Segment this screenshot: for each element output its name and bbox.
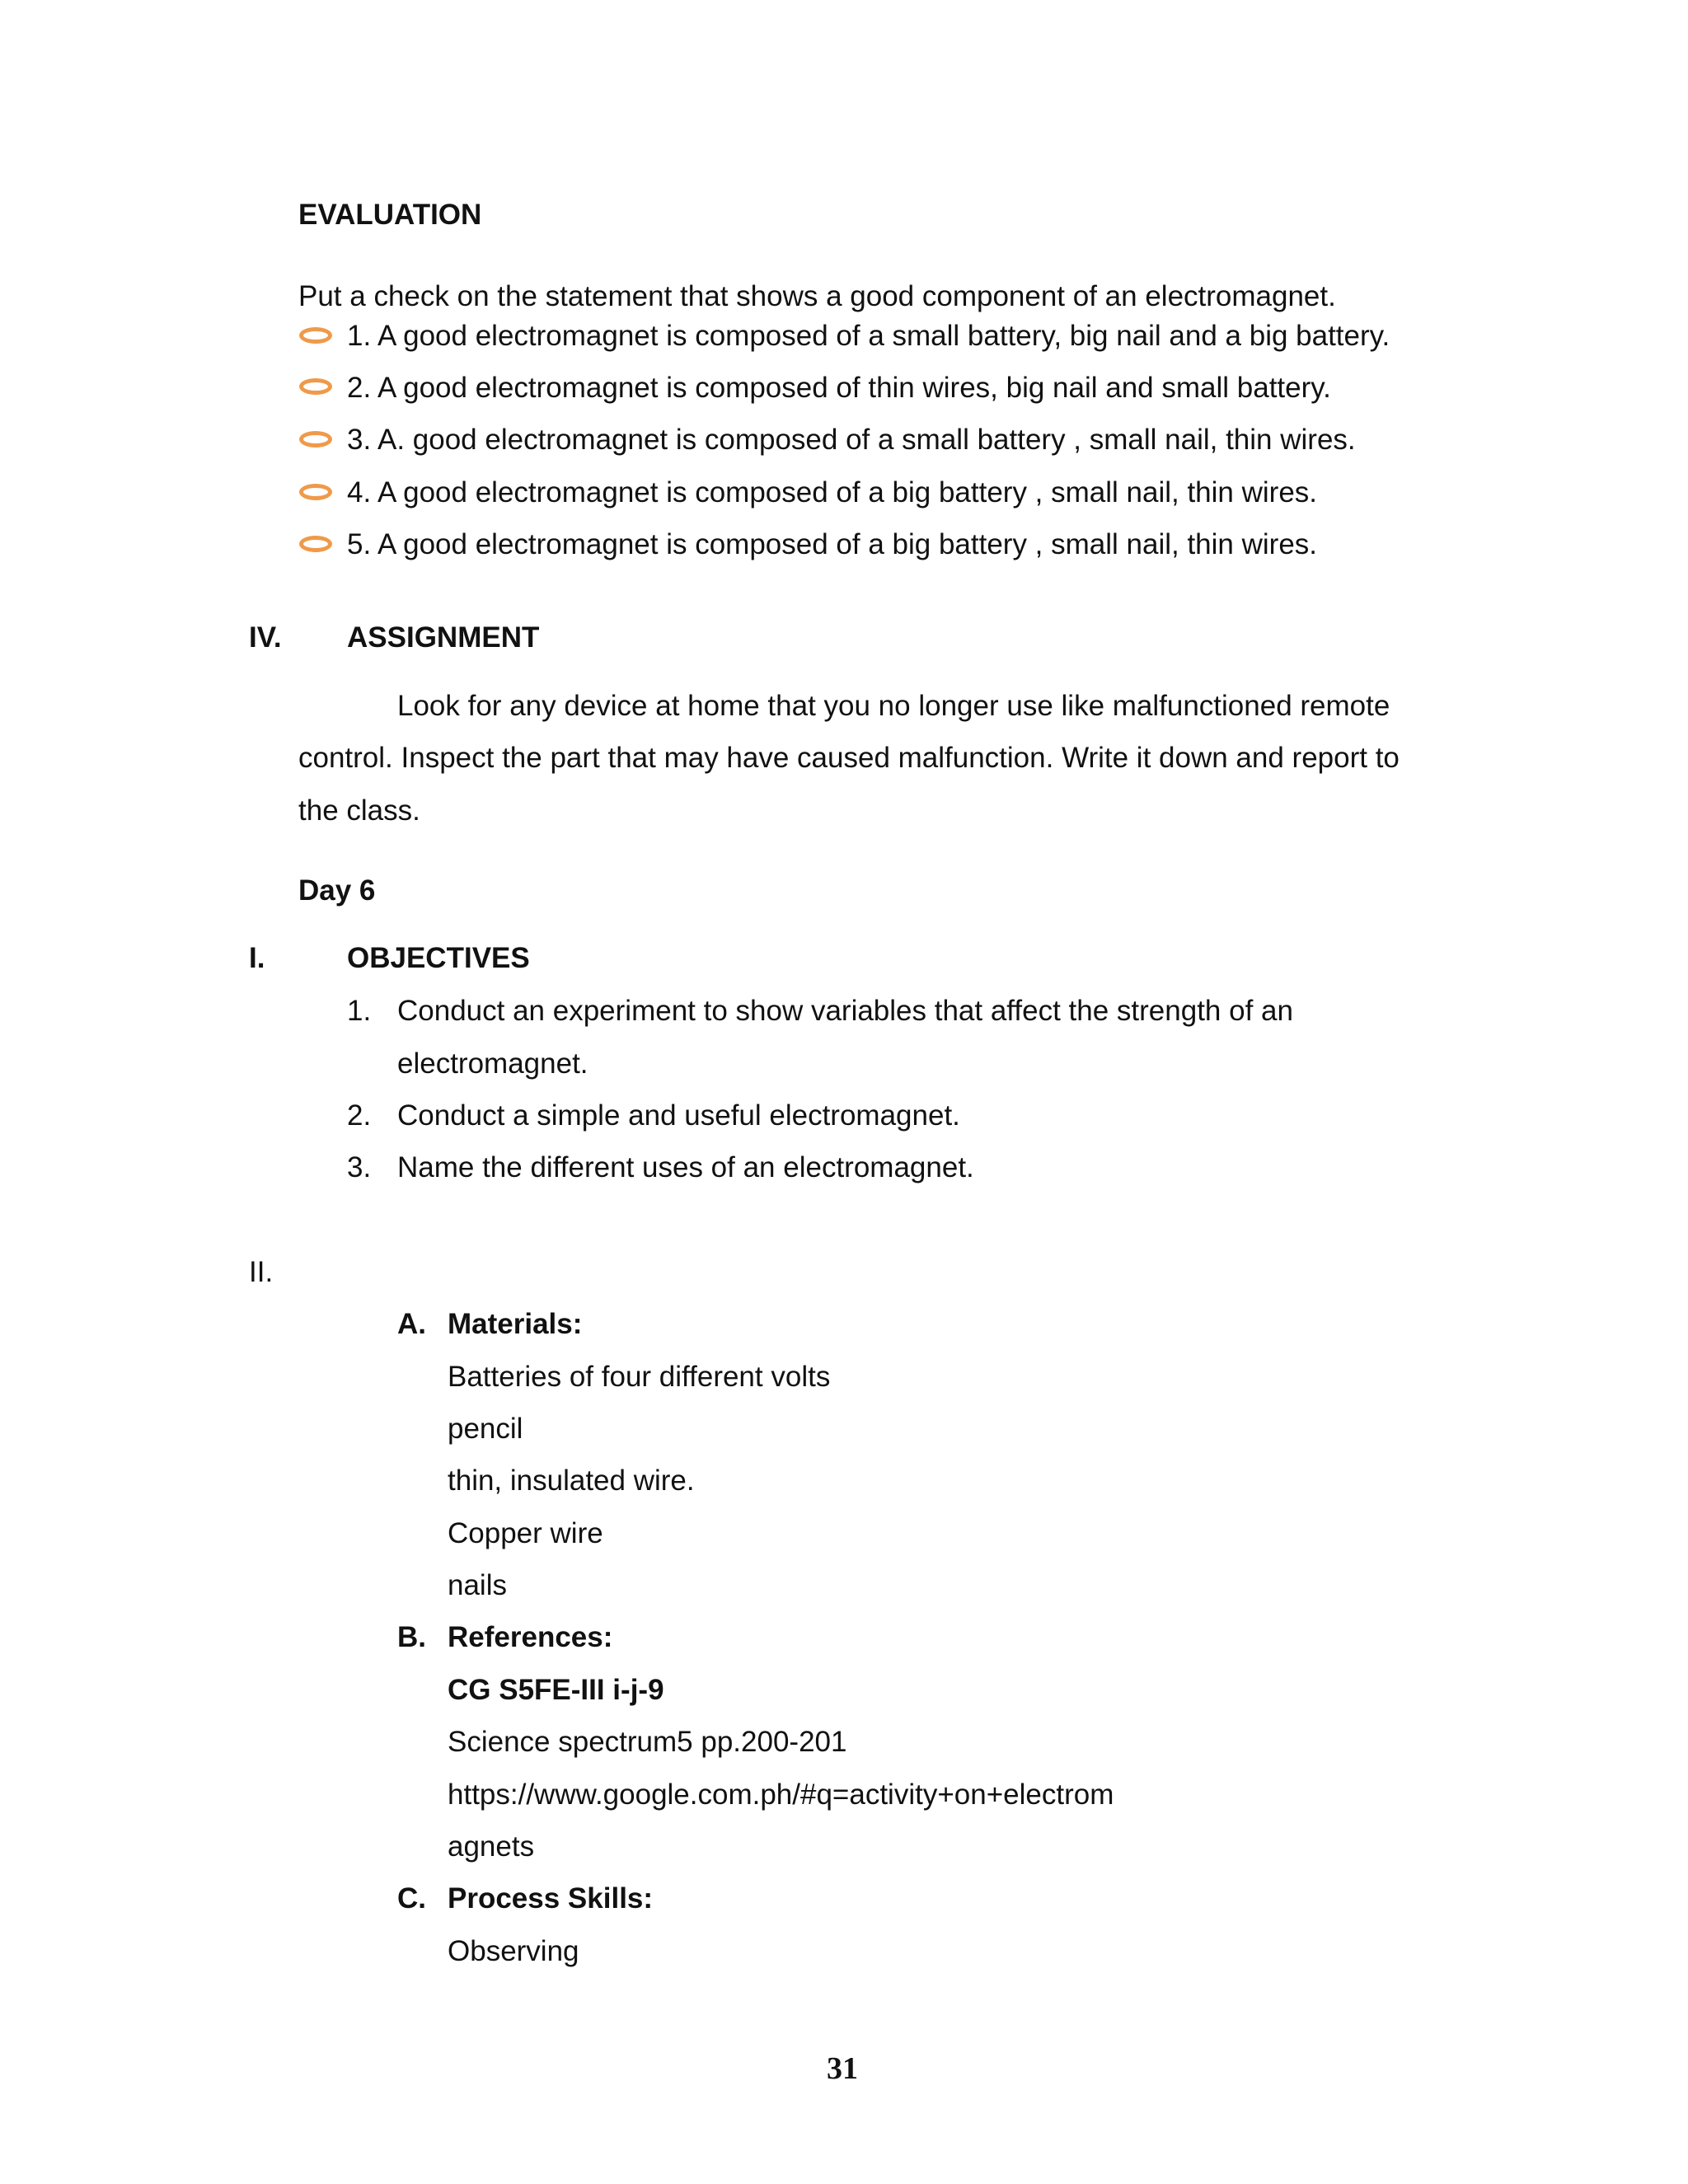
skills-heading: Process Skills: <box>448 1882 654 1915</box>
day-heading: Day 6 <box>298 874 376 907</box>
objective-number-1: 1. <box>347 995 372 1027</box>
references-heading: References: <box>448 1621 613 1653</box>
reference-link[interactable]: https://www.google.com.ph/#q=activity+on+electrom <box>448 1779 1114 1811</box>
oval-checkbox-icon[interactable] <box>299 536 332 552</box>
oval-checkbox-icon[interactable] <box>299 378 332 395</box>
materials-heading: Materials: <box>448 1308 583 1340</box>
oval-checkbox-icon[interactable] <box>299 327 332 344</box>
assignment-numeral: IV. <box>249 621 282 654</box>
objective-1-line-1: Conduct an experiment to show variables that affect the strength of an <box>397 995 1293 1027</box>
assignment-line-3: the class. <box>298 794 420 827</box>
objectives-numeral: I. <box>249 942 265 974</box>
reference-item: Science spectrum5 pp.200-201 <box>448 1726 847 1758</box>
skill-item: Observing <box>448 1935 579 1967</box>
material-item: Copper wire <box>448 1517 603 1549</box>
references-code: CG S5FE-III i-j-9 <box>448 1674 664 1706</box>
assignment-heading: ASSIGNMENT <box>347 621 540 654</box>
oval-checkbox-icon[interactable] <box>299 431 332 448</box>
material-item: pencil <box>448 1413 523 1445</box>
evaluation-heading: EVALUATION <box>298 199 482 231</box>
evaluation-instruction: Put a check on the statement that shows a good component of an electromagnet. <box>298 280 1336 312</box>
material-item: nails <box>448 1569 507 1601</box>
assignment-line-1: Look for any device at home that you no longer use like malfunctioned remote <box>397 690 1390 722</box>
objectives-heading: OBJECTIVES <box>347 942 530 974</box>
objective-1-line-2: electromagnet. <box>397 1047 588 1080</box>
objective-3-line-1: Name the different uses of an electromagnet. <box>397 1151 974 1183</box>
skills-letter: C. <box>397 1882 426 1915</box>
choice-4: 4. A good electromagnet is composed of a big battery , small nail, thin wires. <box>347 476 1318 509</box>
materials-letter: A. <box>397 1308 426 1340</box>
objective-2-line-1: Conduct a simple and useful electromagnet. <box>397 1099 960 1132</box>
reference-link-continued[interactable]: agnets <box>448 1830 535 1863</box>
assignment-line-2: control. Inspect the part that may have caused malfunction. Write it down and report to <box>298 742 1400 774</box>
references-letter: B. <box>397 1621 426 1653</box>
material-item: Batteries of four different volts <box>448 1361 831 1393</box>
choice-2: 2. A good electromagnet is composed of thin wires, big nail and small battery. <box>347 372 1331 404</box>
objective-number-3: 3. <box>347 1151 372 1183</box>
choice-1: 1. A good electromagnet is composed of a small battery, big nail and a big battery. <box>347 320 1390 352</box>
choice-3: 3. A. good electromagnet is composed of a small battery , small nail, thin wires. <box>347 424 1356 456</box>
objective-number-2: 2. <box>347 1099 372 1132</box>
page-number: 31 <box>827 2051 858 2086</box>
material-item: thin, insulated wire. <box>448 1465 695 1497</box>
section2-numeral: II. <box>249 1256 274 1288</box>
oval-checkbox-icon[interactable] <box>299 484 332 500</box>
choice-5: 5. A good electromagnet is composed of a big battery , small nail, thin wires. <box>347 528 1318 560</box>
